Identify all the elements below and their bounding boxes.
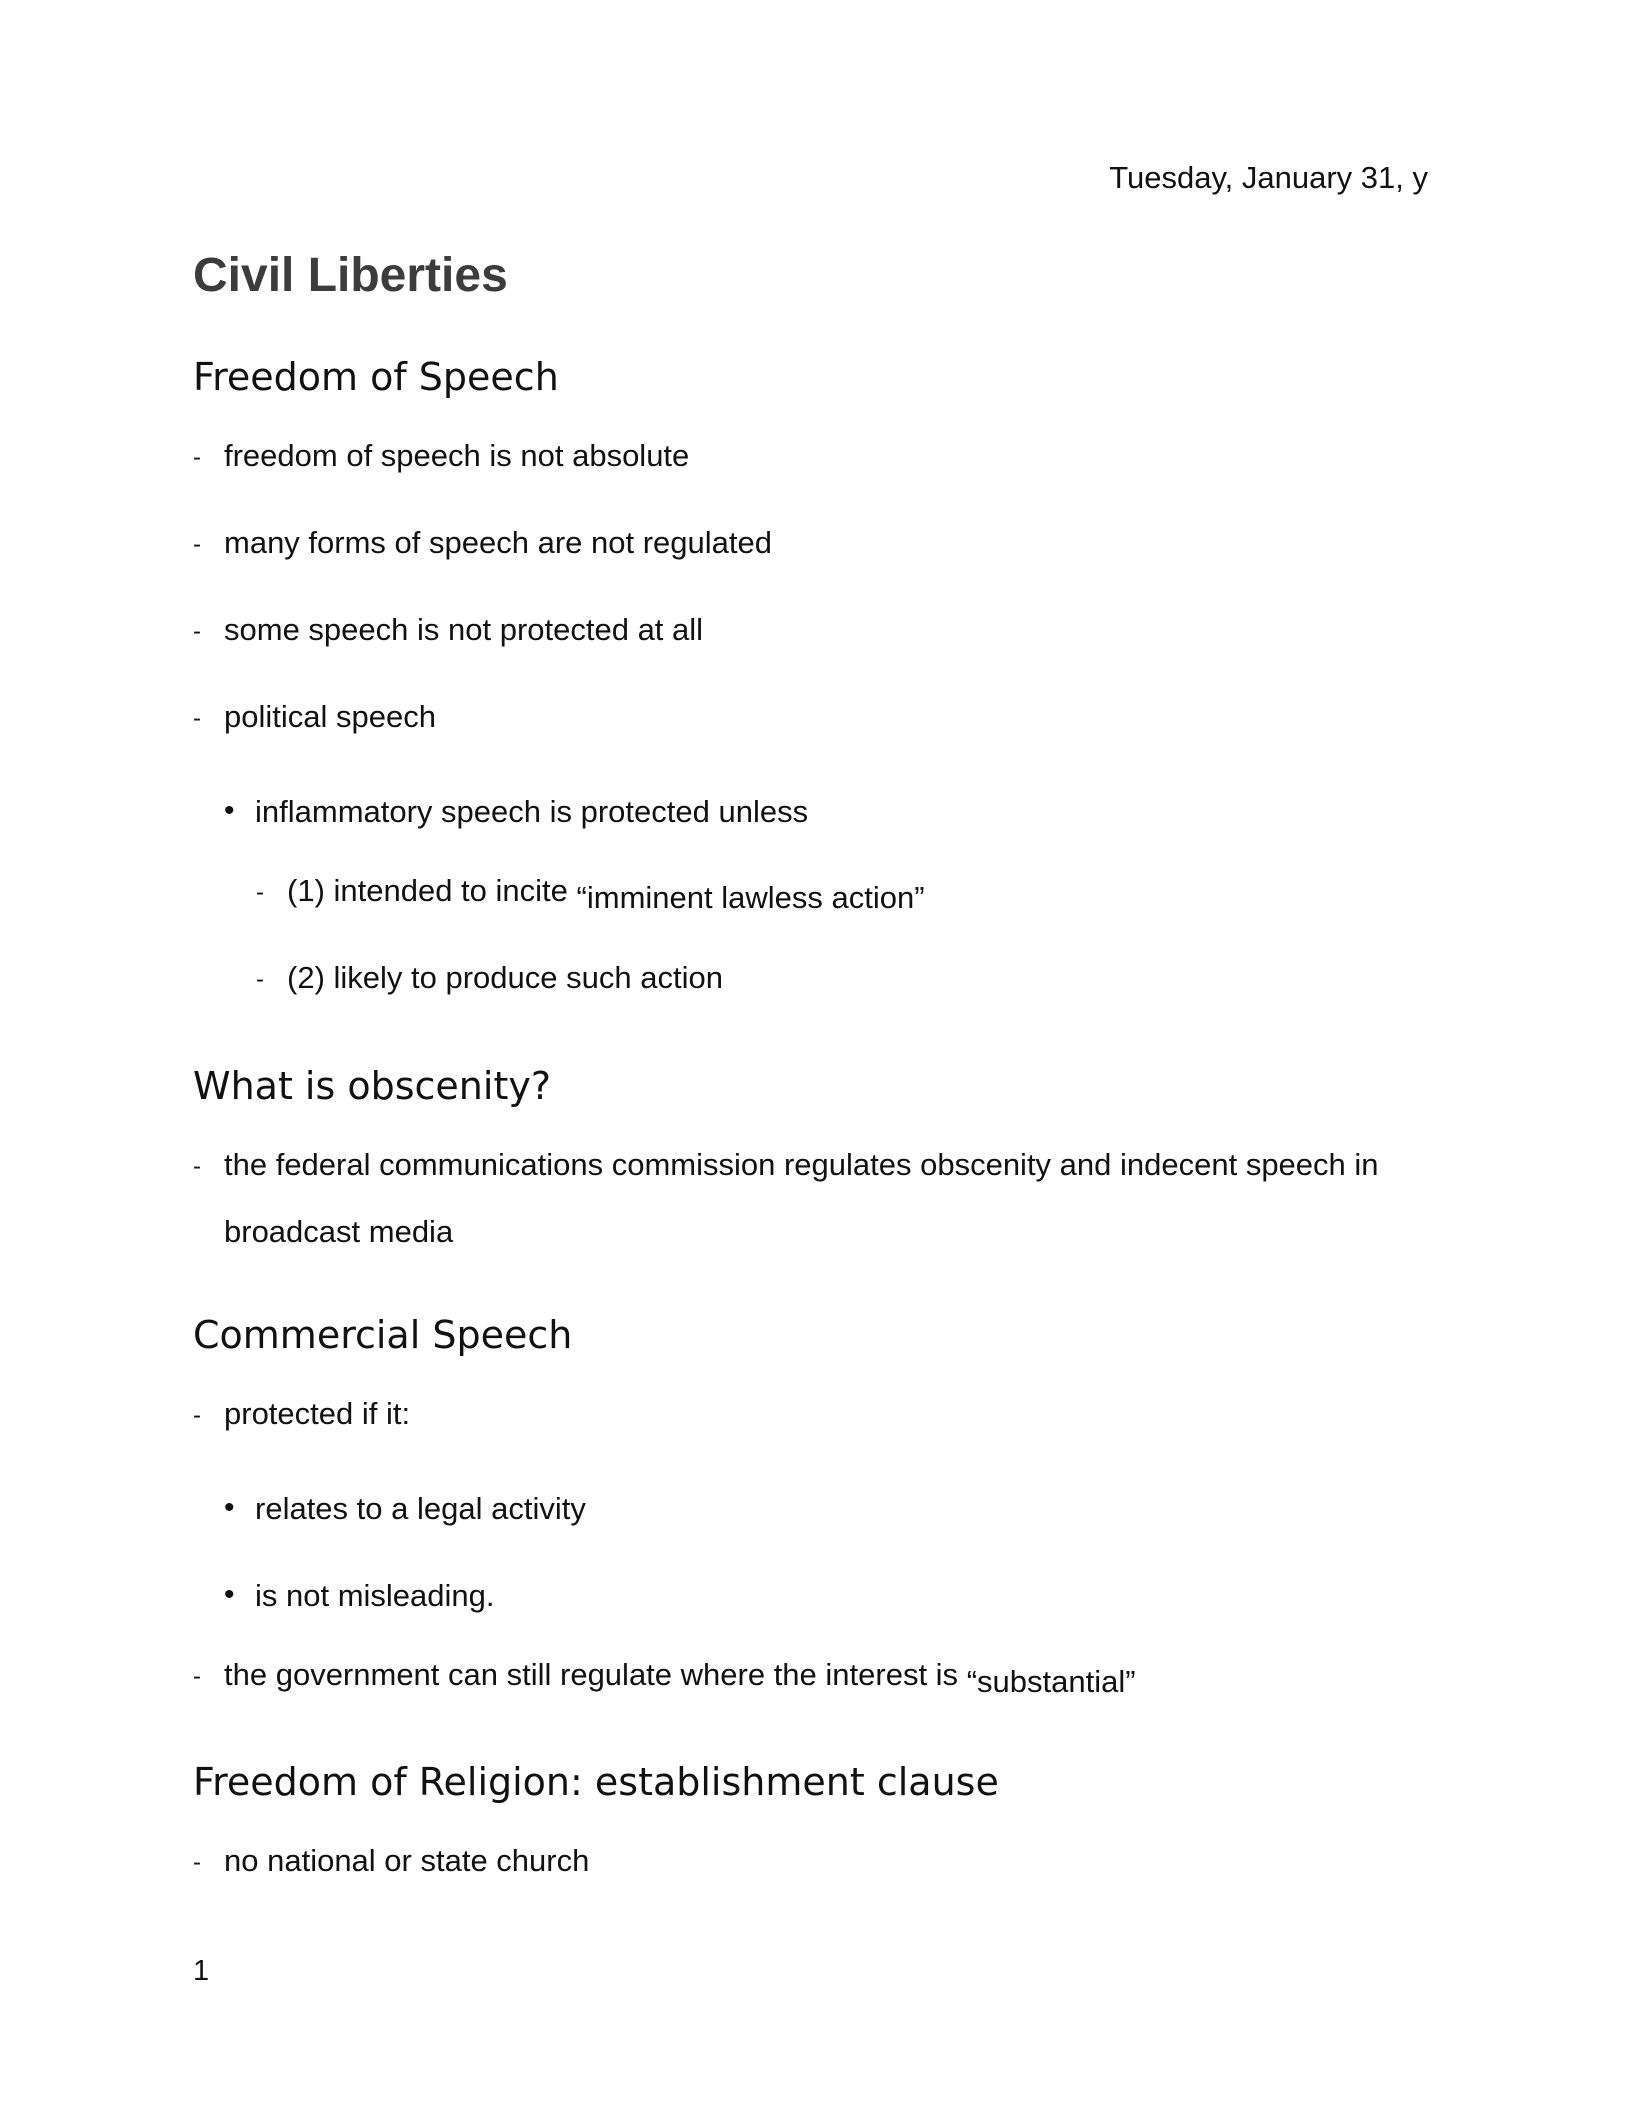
list-item-text: some speech is not protected at all <box>224 612 704 647</box>
bullet-item-text: relates to a legal activity <box>255 1491 586 1526</box>
dash-marker: - <box>193 618 201 645</box>
dash-marker: - <box>193 1402 201 1429</box>
bullet-item <box>224 1576 495 1616</box>
quoted-phrase: “imminent lawless action” <box>576 880 925 915</box>
sub-list-item-text: (2) likely to produce such action <box>287 960 723 995</box>
dash-marker: - <box>193 705 201 732</box>
bullet-marker: • <box>224 794 235 827</box>
page-number: 1 <box>193 1955 210 1987</box>
quoted-phrase: “substantial” <box>966 1664 1136 1699</box>
sub-list-item <box>256 958 723 998</box>
bullet-item <box>224 792 808 832</box>
list-item-continuation: broadcast media <box>224 1214 454 1249</box>
list-item <box>193 1145 1379 1185</box>
list-item <box>193 1841 589 1881</box>
sub-list-item-text: (1) intended to incite <box>287 873 568 908</box>
list-item-text: the federal communications commission regulates obscenity and indecent speech in <box>224 1147 1379 1182</box>
list-item <box>193 523 772 563</box>
dash-marker: - <box>193 1849 201 1876</box>
section-heading-freedom-of-speech: Freedom of Speech <box>193 355 559 399</box>
bullet-item <box>224 1489 586 1529</box>
list-item-text: freedom of speech is not absolute <box>224 438 690 473</box>
section-heading-freedom-of-religion: Freedom of Religion: establishment clause <box>193 1760 999 1804</box>
list-item-text: many forms of speech are not regulated <box>224 525 772 560</box>
list-item <box>193 1655 1136 1699</box>
dash-marker: - <box>193 531 201 558</box>
note-date: Tuesday, January 31, y <box>1109 160 1428 195</box>
list-item <box>193 697 436 737</box>
section-heading-obscenity: What is obscenity? <box>193 1064 551 1108</box>
list-item-text: the government can still regulate where the interest is <box>224 1657 959 1692</box>
list-item-text: political speech <box>224 699 436 734</box>
dash-marker: - <box>193 444 201 471</box>
page-title: Civil Liberties <box>193 249 508 302</box>
sub-list-item <box>256 871 925 915</box>
list-item-text: no national or state church <box>224 1843 590 1878</box>
bullet-marker: • <box>224 1491 235 1524</box>
dash-marker: - <box>193 1663 201 1690</box>
dash-marker: - <box>256 966 264 993</box>
section-heading-commercial-speech: Commercial Speech <box>193 1313 573 1357</box>
bullet-item-text: is not misleading. <box>255 1578 495 1613</box>
dash-marker: - <box>256 879 264 906</box>
list-item-text: protected if it: <box>224 1396 411 1431</box>
list-item <box>193 436 689 476</box>
bullet-marker: • <box>224 1578 235 1611</box>
dash-marker: - <box>193 1153 201 1180</box>
bullet-item-text: inflammatory speech is protected unless <box>255 794 809 829</box>
list-item <box>193 610 703 650</box>
list-item <box>193 1394 410 1434</box>
